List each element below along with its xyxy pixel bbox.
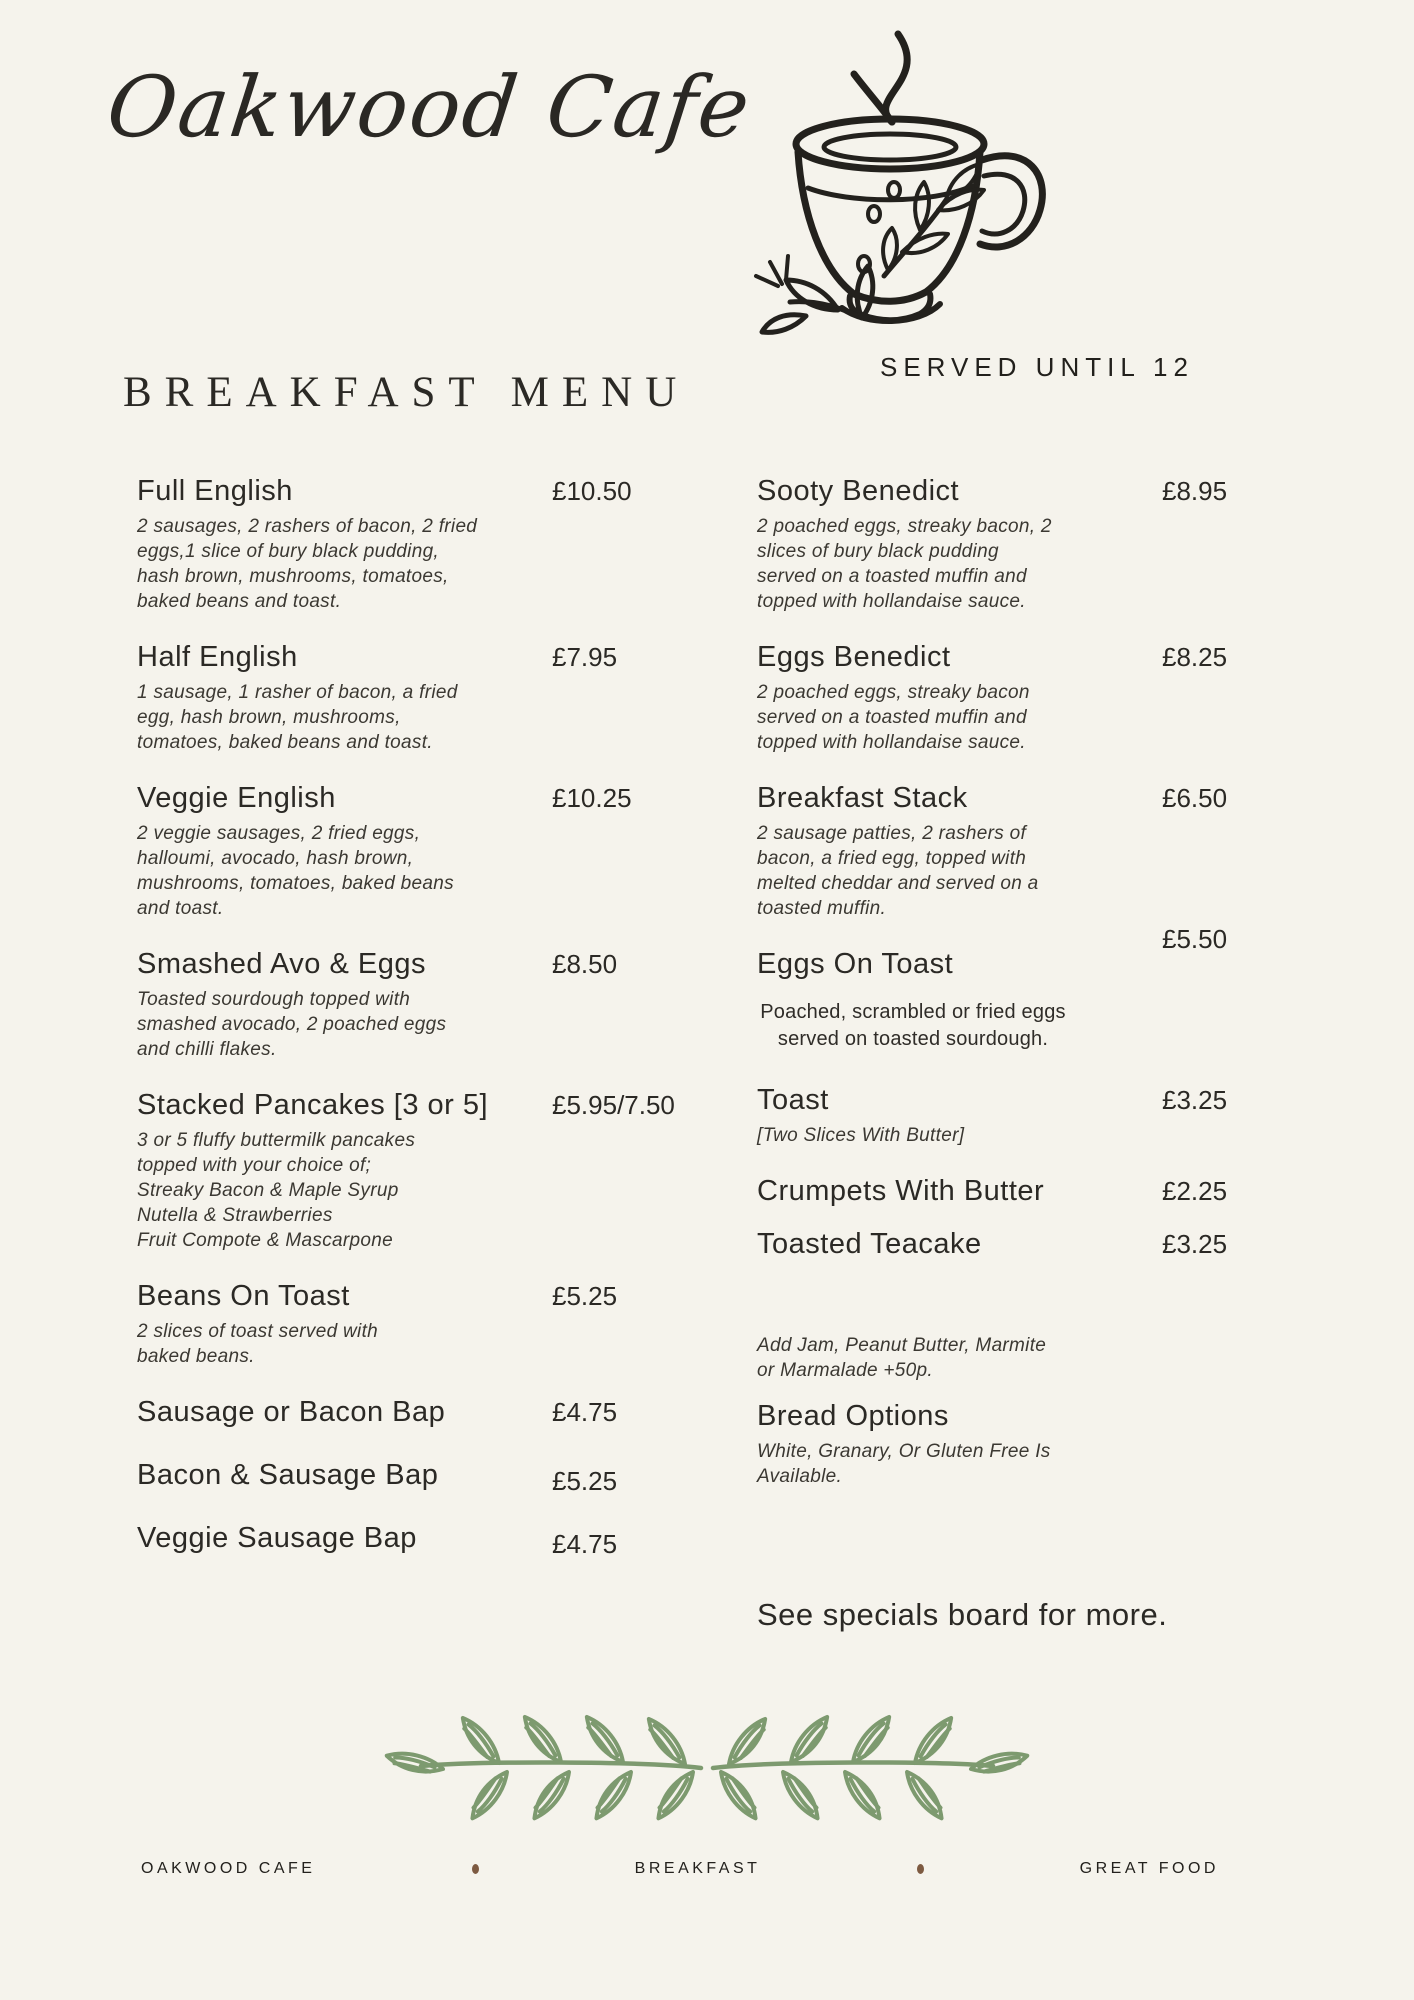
item-price: £6.50 <box>1162 783 1228 813</box>
page-title: BREAKFAST MENU <box>123 369 690 416</box>
bread-options-title: Bread Options <box>757 1400 949 1432</box>
item-name: Eggs On Toast <box>757 948 954 980</box>
dot-separator-icon <box>917 1864 924 1874</box>
item-price: £7.95 <box>552 642 618 672</box>
footer <box>141 1860 1219 1878</box>
item-name: Crumpets With Butter <box>757 1175 1045 1207</box>
item-description: 3 or 5 fluffy buttermilk pancakes topped with your choice of; Streaky Bacon & Maple Syrup Nutella & Strawberries Fruit Compote & Mascarpone <box>137 1130 416 1251</box>
item-name: Beans On Toast <box>137 1280 350 1312</box>
menu-item-veggie-sausage-bap <box>137 1521 685 1559</box>
item-price: £8.50 <box>552 949 618 979</box>
item-name: Breakfast Stack <box>757 782 968 814</box>
laurel-branch-decoration <box>377 1706 1037 1831</box>
item-description: 2 sausage patties, 2 rashers of bacon, a fried egg, topped with melted cheddar and served on a toasted muffin. <box>757 823 1039 919</box>
item-price: £10.50 <box>552 476 632 506</box>
item-name: Sooty Benedict <box>757 475 960 507</box>
item-price: £8.25 <box>1162 642 1228 672</box>
item-name: Sausage or Bacon Bap <box>137 1396 446 1428</box>
item-name: Full English <box>137 475 293 507</box>
menu-column-left <box>137 474 685 1584</box>
extras-note: Add Jam, Peanut Butter, Marmite or Marmalade +50p. <box>757 1335 1047 1381</box>
menu-item-beans-on-toast <box>137 1279 685 1369</box>
item-description: [Two Slices With Butter] <box>757 1125 965 1146</box>
item-name: Stacked Pancakes [3 or 5] <box>137 1089 489 1121</box>
menu-item-half-english <box>137 640 685 755</box>
bread-options-section <box>757 1399 1235 1489</box>
menu-item-veggie-english <box>137 781 685 921</box>
dot-separator-icon <box>472 1864 479 1874</box>
item-price: £3.25 <box>1162 1085 1228 1115</box>
menu-item-breakfast-stack <box>757 781 1235 921</box>
item-name: Veggie English <box>137 782 336 814</box>
menu-item-crumpets <box>757 1174 1235 1208</box>
item-name: Smashed Avo & Eggs <box>137 948 426 980</box>
item-name: Half English <box>137 641 298 673</box>
menu-item-toasted-teacake <box>757 1227 1235 1261</box>
item-price: £10.25 <box>552 783 632 813</box>
menu-item-sooty-benedict <box>757 474 1235 614</box>
item-price: £5.25 <box>552 1466 618 1496</box>
item-name: Bacon & Sausage Bap <box>137 1459 439 1491</box>
menu-item-eggs-on-toast <box>757 924 1235 1053</box>
item-price: £4.75 <box>552 1529 618 1559</box>
specials-note: See specials board for more. <box>757 1597 1168 1632</box>
footer-menu-type: BREAKFAST <box>634 1860 761 1877</box>
menu-item-full-english <box>137 474 685 614</box>
footer-cafe-name: OAKWOOD CAFE <box>141 1860 316 1877</box>
item-description: 2 veggie sausages, 2 fried eggs, halloumi, avocado, hash brown, mushrooms, tomatoes, baked beans and toast. <box>137 823 454 919</box>
item-price: £5.50 <box>1162 924 1228 954</box>
item-description: 2 poached eggs, streaky bacon, 2 slices of bury black pudding served on a toasted muffin and topped with hollandaise sauce. <box>757 516 1052 612</box>
menu-item-smashed-avo-eggs <box>137 947 685 1062</box>
item-price: £5.95/7.50 <box>552 1090 675 1120</box>
item-price: £4.75 <box>552 1397 618 1427</box>
coffee-cup-icon <box>742 18 1062 353</box>
bread-options-description: White, Granary, Or Gluten Free Is Available. <box>757 1441 1051 1487</box>
menu-item-bacon-sausage-bap <box>137 1458 685 1496</box>
served-until-label: SERVED UNTIL 12 <box>880 352 1194 382</box>
menu-item-toast <box>757 1083 1235 1148</box>
menu-column-right <box>757 474 1235 1633</box>
item-name: Toast <box>757 1084 829 1116</box>
item-price: £3.25 <box>1162 1229 1228 1259</box>
footer-tagline: GREAT FOOD <box>1079 1860 1219 1877</box>
menu-item-sausage-or-bacon-bap <box>137 1395 685 1429</box>
item-description: 2 slices of toast served with baked beans. <box>137 1321 379 1367</box>
item-name: Toasted Teacake <box>757 1228 982 1260</box>
cafe-logo-script: Oakwood Cafe <box>101 58 757 156</box>
item-description: 2 sausages, 2 rashers of bacon, 2 fried eggs,1 slice of bury black pudding, hash brown, mushrooms, tomatoes, baked beans and toast. <box>137 516 478 612</box>
item-price: £2.25 <box>1162 1176 1228 1206</box>
item-description: Toasted sourdough topped with smashed avocado, 2 poached eggs and chilli flakes. <box>137 989 447 1060</box>
item-name: Veggie Sausage Bap <box>137 1522 417 1554</box>
item-description: 1 sausage, 1 rasher of bacon, a fried egg, hash brown, mushrooms, tomatoes, baked beans and toast. <box>137 682 458 753</box>
item-description: 2 poached eggs, streaky bacon served on a toasted muffin and topped with hollandaise sauce. <box>757 682 1030 753</box>
menu-item-eggs-benedict <box>757 640 1235 755</box>
menu-item-stacked-pancakes <box>137 1088 685 1253</box>
item-name: Eggs Benedict <box>757 641 951 673</box>
item-description: Poached, scrambled or fried eggs served on toasted sourdough. <box>760 1001 1066 1050</box>
item-price: £5.25 <box>552 1281 618 1311</box>
item-price: £8.95 <box>1162 476 1228 506</box>
